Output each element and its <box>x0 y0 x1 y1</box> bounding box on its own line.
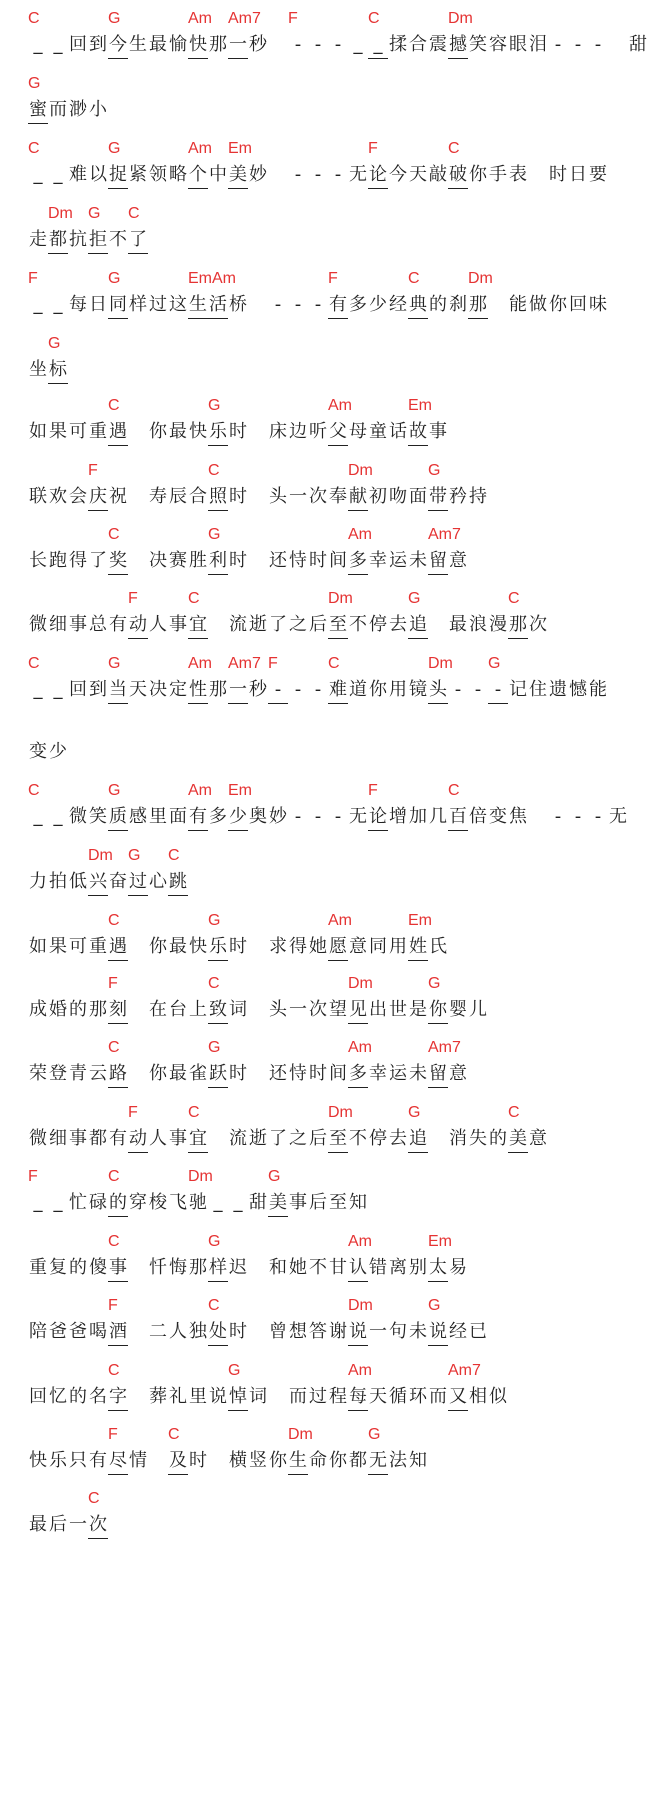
lyric-line: _ _ 难 以 捉 紧 领 略 个 中 美 妙 - - - 无 论 今 天 敲 破 你 手 表 时 日 要 <box>28 162 608 189</box>
lyric-line: 蜜 而 渺 小 <box>28 97 108 124</box>
chord-label: C <box>108 912 120 929</box>
lyric-line: 力 拍 低 兴 奋 过 心 跳 <box>28 869 188 896</box>
lyric-line: 陪 爸 爸 喝 酒 二 人 独 处 时 曾 想 答 谢 说 一 句 未 说 经 已 <box>28 1319 488 1346</box>
song-line <box>0 975 623 1031</box>
chord-label: Am7 <box>228 655 261 672</box>
chord-label: EmAm <box>188 270 236 287</box>
lyric-line: 长 跑 得 了 奖 决 赛 胜 利 时 还 恃 时 间 多 幸 运 未 留 意 <box>28 548 468 575</box>
chord-label: Dm <box>348 975 373 992</box>
chord-label: C <box>368 10 380 27</box>
lyric-line: 走 都 抗 拒 不 了 <box>28 227 148 254</box>
lyric-line: 联 欢 会 庆 祝 寿 辰 合 照 时 头 一 次 奉 献 初 吻 面 带 矜 持 <box>28 484 488 511</box>
chord-label: C <box>508 1104 520 1121</box>
chord-label: G <box>208 1233 221 1250</box>
lyric-line: 如 果 可 重 遇 你 最 快 乐 时 求 得 她 愿 意 同 用 姓 氏 <box>28 934 448 961</box>
chord-label: Am <box>188 10 212 27</box>
chord-label: G <box>368 1426 381 1443</box>
song-line <box>0 655 623 711</box>
chord-label: F <box>28 1168 38 1185</box>
lyric-line: _ _ 忙 碌 的 穿 梭 飞 驰 _ _ 甜 美 事 后 至 知 <box>28 1190 368 1217</box>
lyric-line: 微 细 事 总 有 动 人 事 宜 流 逝 了 之 后 至 不 停 去 追 最 浪 漫 那 次 <box>28 612 548 639</box>
lyric-line: 重 复 的 傻 事 忏 悔 那 样 迟 和 她 不 甘 认 错 离 别 太 易 <box>28 1255 468 1282</box>
chord-label: Dm <box>48 205 73 222</box>
chord-label: G <box>48 335 61 352</box>
chord-label: Am <box>328 397 352 414</box>
chord-label: Dm <box>328 1104 353 1121</box>
song-line <box>0 590 623 646</box>
chord-label: F <box>88 462 98 479</box>
chord-label: F <box>108 1426 118 1443</box>
song-line <box>0 10 647 66</box>
chord-label: F <box>28 270 38 287</box>
lyric-line: 如 果 可 重 遇 你 最 快 乐 时 床 边 听 父 母 童 话 故 事 <box>28 419 448 446</box>
chord-label: Am <box>188 782 212 799</box>
chord-label: Am <box>328 912 352 929</box>
lyric-line: 最 后 一 次 <box>28 1512 108 1539</box>
chord-label: Dm <box>468 270 493 287</box>
lyric-line: _ _ 微 笑 质 感 里 面 有 多 少 奥 妙 - - - 无 论 增 加 几 百 倍 变 焦 - - - 无 <box>28 804 628 831</box>
chord-label: G <box>108 655 121 672</box>
song-line <box>0 1168 623 1224</box>
chord-label: C <box>448 140 460 157</box>
song-line <box>0 1490 623 1546</box>
chord-label: C <box>108 526 120 543</box>
chord-label: Am <box>188 655 212 672</box>
chord-label: Em <box>228 140 252 157</box>
lyric-line: _ _ 每 日 同 样 过 这 生 活 桥 - - - 有 多 少 经 典 的 刹 那 能 做 你 回 味 <box>28 292 608 319</box>
chord-label: F <box>128 1104 138 1121</box>
chord-label: C <box>208 1297 220 1314</box>
chord-label: F <box>108 1297 118 1314</box>
song-line <box>0 782 627 838</box>
chord-label: C <box>108 1233 120 1250</box>
lyric-line: 微 细 事 都 有 动 人 事 宜 流 逝 了 之 后 至 不 停 去 追 消 失 的 美 意 <box>28 1126 548 1153</box>
chord-label: Em <box>228 782 252 799</box>
song-line <box>0 140 623 196</box>
chord-label: Dm <box>448 10 473 27</box>
chord-label: C <box>108 397 120 414</box>
chord-label: G <box>228 1362 241 1379</box>
lyric-line: 变 少 <box>29 741 67 762</box>
chord-label: F <box>368 140 378 157</box>
song-line <box>0 912 623 968</box>
chord-label: Am7 <box>448 1362 481 1379</box>
lyric-line: 快 乐 只 有 尽 情 及 时 横 竖 你 生 命 你 都 无 法 知 <box>28 1448 428 1475</box>
chord-label: C <box>128 205 140 222</box>
chord-label: Em <box>408 912 432 929</box>
chord-label: C <box>28 782 40 799</box>
chord-label: Am <box>348 1233 372 1250</box>
chord-label: C <box>188 590 200 607</box>
song-line <box>0 1426 623 1482</box>
chord-label: C <box>88 1490 100 1507</box>
song-line <box>0 717 623 773</box>
chord-label: Am <box>188 140 212 157</box>
lyric-line: _ _ 回 到 当 天 决 定 性 那 一 秒 - - - 难 道 你 用 镜 头 - - - 记 住 遗 憾 能 <box>28 677 608 704</box>
song-line <box>0 270 623 326</box>
song-line <box>0 335 623 391</box>
chord-label: F <box>368 782 378 799</box>
chord-label: C <box>448 782 460 799</box>
chord-label: G <box>208 526 221 543</box>
chord-label: G <box>428 462 441 479</box>
chord-label: F <box>328 270 338 287</box>
chord-label: C <box>108 1362 120 1379</box>
song-line <box>0 1297 623 1353</box>
lyric-line: 成 婚 的 那 刻 在 台 上 致 词 头 一 次 望 见 出 世 是 你 婴 儿 <box>28 997 488 1024</box>
chord-label: Dm <box>348 462 373 479</box>
lyric-line: _ _ 回 到 今 生 最 愉 快 那 一 秒 - - - _ _ 揉 合 震 撼 笑 容 眼 泪 - - - 甜 <box>28 32 648 59</box>
chord-label: G <box>208 397 221 414</box>
song-line <box>0 75 623 131</box>
chord-label: G <box>108 140 121 157</box>
chord-label: C <box>28 140 40 157</box>
chord-label: C <box>508 590 520 607</box>
chord-label: G <box>408 590 421 607</box>
chord-label: C <box>168 1426 180 1443</box>
chord-label: C <box>28 655 40 672</box>
chord-label: G <box>428 1297 441 1314</box>
chord-label: G <box>208 1039 221 1056</box>
chord-label: C <box>168 847 180 864</box>
song-line <box>0 205 623 261</box>
chord-label: Am7 <box>228 10 261 27</box>
chord-label: G <box>408 1104 421 1121</box>
chord-label: C <box>28 10 40 27</box>
song-line <box>0 1104 623 1160</box>
lyric-line: 荣 登 青 云 路 你 最 雀 跃 时 还 恃 时 间 多 幸 运 未 留 意 <box>28 1061 468 1088</box>
chord-label: F <box>288 10 298 27</box>
chord-label: Em <box>428 1233 452 1250</box>
chord-label: Dm <box>348 1297 373 1314</box>
song-line <box>0 847 623 903</box>
chord-label: Dm <box>288 1426 313 1443</box>
chord-label: Dm <box>428 655 453 672</box>
chord-label: G <box>428 975 441 992</box>
chord-label: Em <box>408 397 432 414</box>
chord-label: C <box>108 1039 120 1056</box>
song-line <box>0 397 623 453</box>
lyric-line: 坐 标 <box>28 357 68 384</box>
chord-label: Dm <box>88 847 113 864</box>
song-line <box>0 526 623 582</box>
chord-label: G <box>488 655 501 672</box>
chord-label: Am <box>348 526 372 543</box>
chord-label: F <box>108 975 118 992</box>
song-line <box>0 1039 623 1095</box>
song-line <box>0 1362 623 1418</box>
chord-label: Am7 <box>428 1039 461 1056</box>
chord-label: G <box>108 10 121 27</box>
chord-label: Am7 <box>428 526 461 543</box>
chord-label: C <box>408 270 420 287</box>
chord-label: C <box>188 1104 200 1121</box>
song-line <box>0 1233 623 1289</box>
chord-label: G <box>128 847 141 864</box>
chord-label: Am <box>348 1039 372 1056</box>
chord-label: C <box>208 462 220 479</box>
chord-label: C <box>108 1168 120 1185</box>
chord-label: Am <box>348 1362 372 1379</box>
chord-label: F <box>268 655 278 672</box>
chord-label: Dm <box>188 1168 213 1185</box>
chord-label: G <box>88 205 101 222</box>
chord-label: Dm <box>328 590 353 607</box>
chord-label: G <box>208 912 221 929</box>
chord-label: C <box>328 655 340 672</box>
lyric-line: 回 忆 的 名 字 葬 礼 里 说 悼 词 而 过 程 每 天 循 环 而 又 相 似 <box>28 1384 508 1411</box>
chord-label: G <box>108 270 121 287</box>
chord-label: F <box>128 590 138 607</box>
chord-label: G <box>28 75 41 92</box>
chord-label: C <box>208 975 220 992</box>
chord-label: G <box>268 1168 281 1185</box>
song-line <box>0 462 623 518</box>
chord-label: G <box>108 782 121 799</box>
